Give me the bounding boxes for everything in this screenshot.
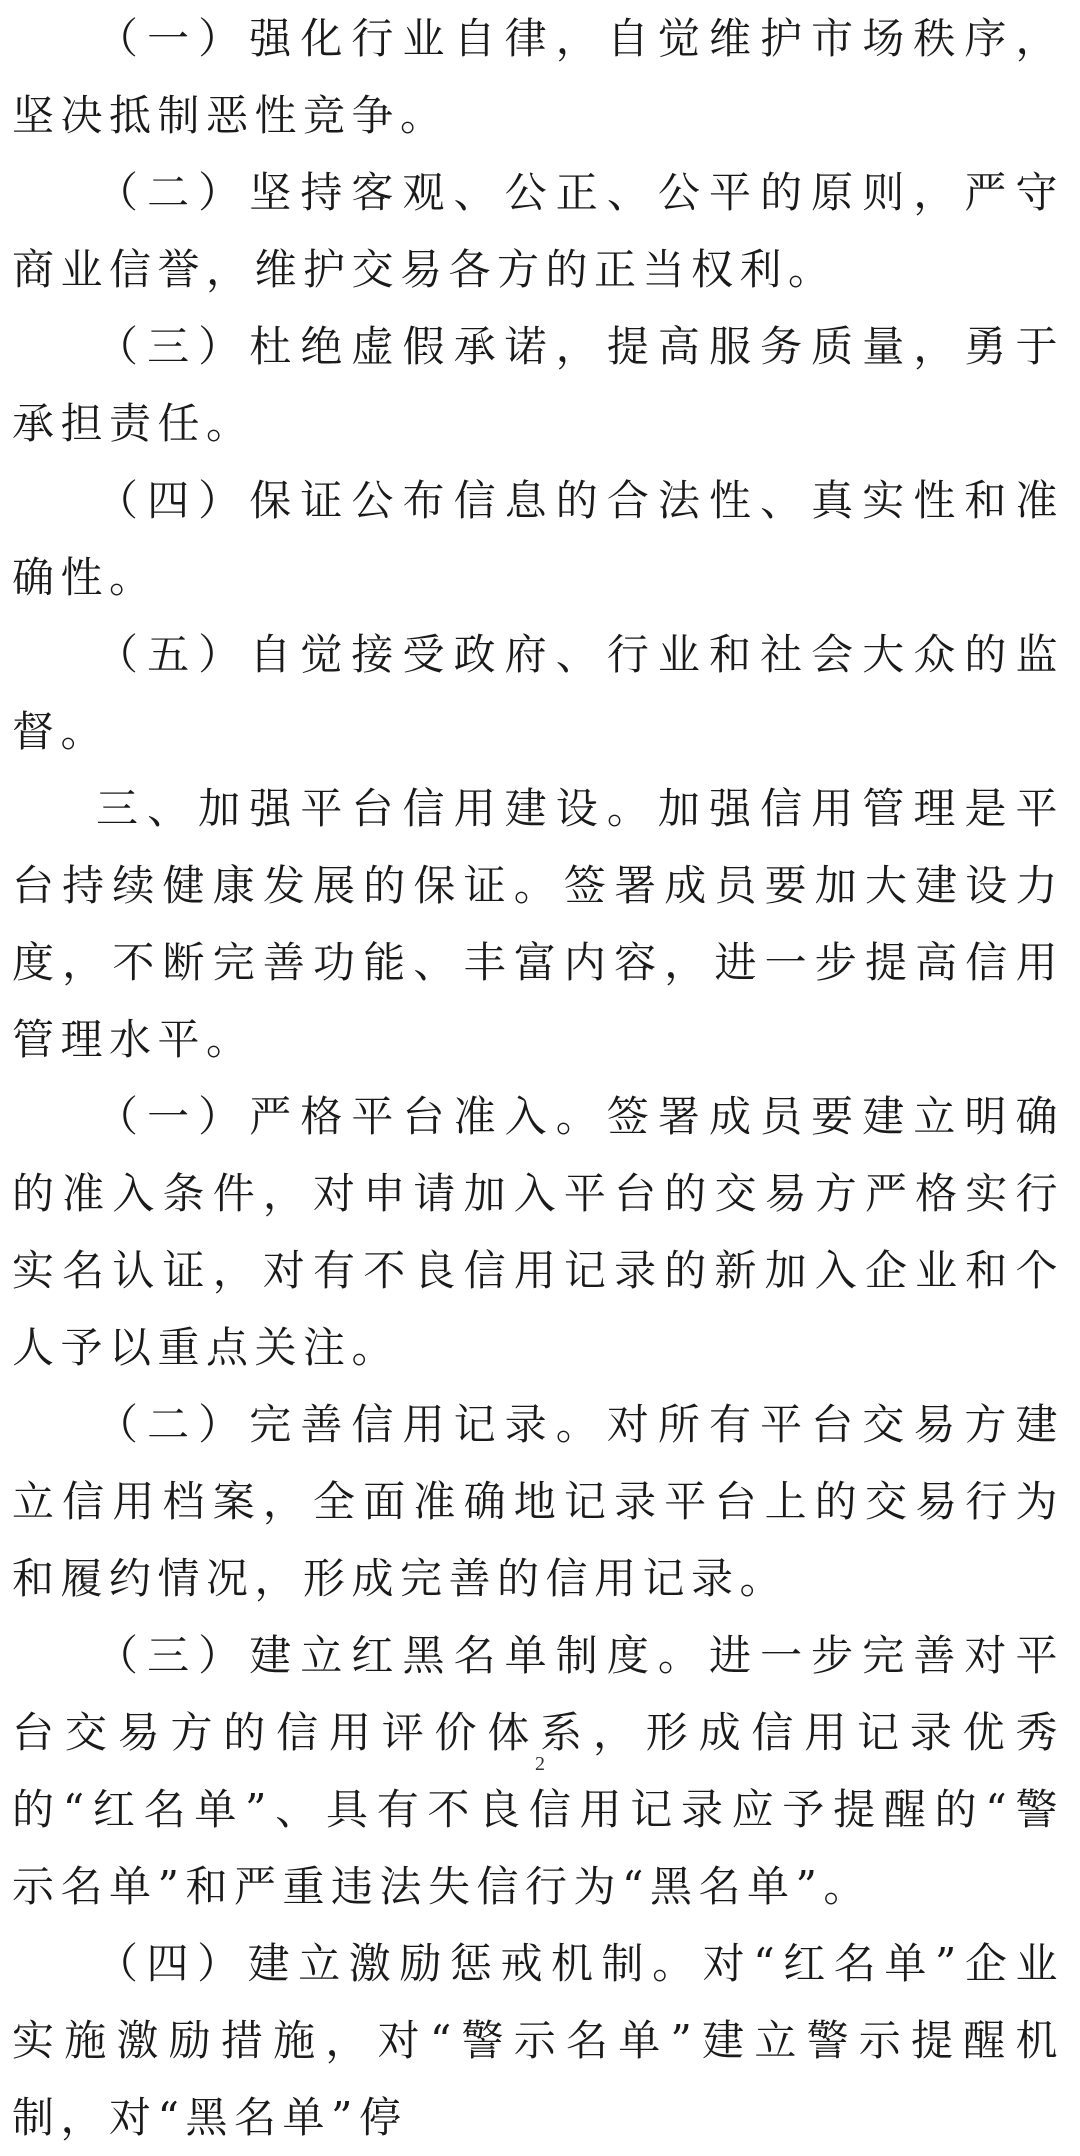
paragraph-7: （一）严格平台准入。签署成员要建立明确的准入条件，对申请加入平台的交易方严格实行实名认证，对有不良信用记录的新加入企业和个人予以重点关注。 [12,1092,1064,1372]
paragraph-8: （二）完善信用记录。对所有平台交易方建立信用档案，全面准确地记录平台上的交易行为和履约情况，形成完善的信用记录。 [12,1400,1064,1603]
page-number: 2 [535,1753,545,1775]
paragraph-9: （三）建立红黑名单制度。进一步完善对平台交易方的信用评价体系，形成信用记录优秀的“红名单”、具有不良信用记录应予提醒的“警示名单”和严重违法失信行为“黑名单”。 [12,1631,1064,1911]
paragraph-4: （四）保证公布信息的合法性、真实性和准确性。 [12,476,1064,602]
paragraph-10: （四）建立激励惩戒机制。对“红名单”企业实施激励措施，对“警示名单”建立警示提醒机制，对“黑名单”停 [12,1939,1064,2142]
section-three-heading-paragraph: 三、加强平台信用建设。加强信用管理是平台持续健康发展的保证。签署成员要加大建设力度，不断完善功能、丰富内容，进一步提高信用管理水平。 [12,784,1064,1064]
paragraph-1: （一）强化行业自律，自觉维护市场秩序，坚决抵制恶性竞争。 [12,14,1064,140]
paragraph-2: （二）坚持客观、公正、公平的原则，严守商业信誉，维护交易各方的正当权利。 [12,168,1064,294]
document-body [12,0,1064,2156]
paragraph-3: （三）杜绝虚假承诺，提高服务质量，勇于承担责任。 [12,322,1064,448]
paragraph-5: （五）自觉接受政府、行业和社会大众的监督。 [12,630,1064,756]
